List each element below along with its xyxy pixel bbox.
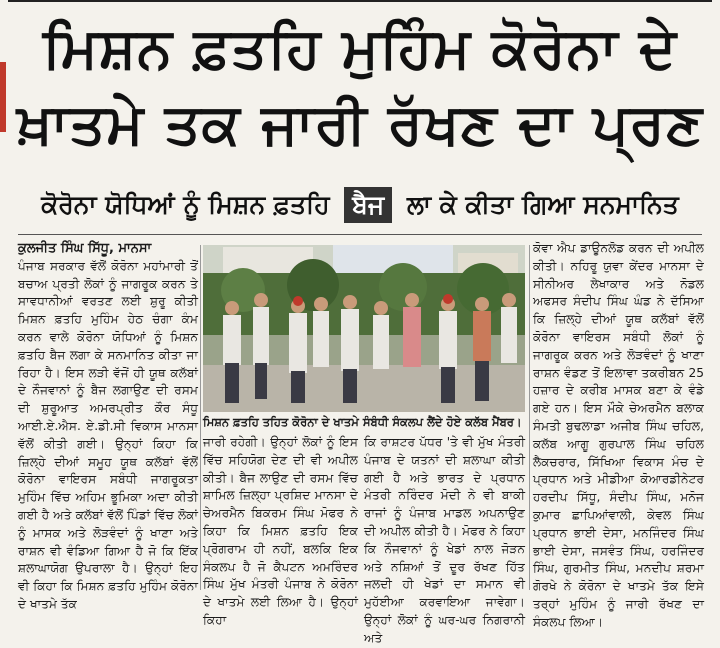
column-2-text: ਜਾਰੀ ਰਹੇਗੀ। ਉਨ੍ਹਾਂ ਲੋਕਾਂ ਨੂੰ ਇਸ ਵਿੱਚ ਸਹਿਯੋਗ ਦੇਣ ਦੀ ਵੀ ਅਪੀਲ ਕੀਤੀ। ਬੈਜ ਲਾਉਣ ਦੀ ਰਸਮ ਵਿੱਚ ਸ਼ਾਮਿਲ ਜ਼ਿਲ੍ਹਾ ਪ੍ਰਸ਼ਿਦ ਮਾਨਸਾ ਦੇ ਚੇਅਰਮੈਨ ਬਿਕਰਮ ਸਿੰਘ ਮੋਫਰ ਨੇ ਕਿਹਾ ਕਿ ਮਿਸ਼ਨ ਫ਼ਤਹਿ ਇਕ ਪ੍ਰੋਗਰਾਮ ਹੀ ਨਹੀਂ, ਬਲਕਿ ਇਕ ਸੰਕਲਪ ਹੈ ਜੋ ਕੈਪਟਨ ਅਮਰਿੰਦਰ ਸਿੰਘ ਮੁੱਖ ਮੰਤਰੀ ਪੰਜਾਬ ਨੇ ਕੋਰੋਨਾ ਦੇ ਖਾਤਮੇ ਲਈ ਲਿਆ ਹੈ। ਉਨ੍ਹਾਂ ਕਿਹਾ	[203, 435, 358, 627]
group-photo-illustration	[203, 245, 525, 412]
photo-caption: ਮਿਸ਼ਨ ਫ਼ਤਹਿ ਤਹਿਤ ਕੋਰੋਨਾ ਦੇ ਖਾਤਮੇ ਸੰਬੰਧੀ ਸੰਕਲਪ ਲੈਂਦੇ ਹੋਏ ਕਲੱਬ ਮੈਂਬਰ।	[203, 415, 522, 429]
top-border	[8, 0, 712, 8]
byline: ਕੁਲਜੀਤ ਸਿੰਘ ਸਿੱਧੂ, ਮਾਨਸਾ	[18, 241, 152, 256]
badge-word: ਬੈਜ	[344, 187, 392, 223]
column-1-text: ਪੰਜਾਬ ਸਰਕਾਰ ਵੱਲੋਂ ਕੋਰੋਨਾ ਮਹਾਂਮਾਰੀ ਤੋਂ ਬਚਾਅ ਪ੍ਰਤੀ ਲੋਕਾਂ ਨੂੰ ਜਾਗਰੂਕ ਕਰਨ ਤੇ ਸਾਵਧਾਨੀਆਂ ਵਰਤਣ ਲਈ ਸ਼ੁਰੂ ਕੀਤੀ ਮਿਸ਼ਨ ਫ਼ਤਹਿ ਮੁਹਿੰਮ ਹੇਠ ਚੰਗਾ ਕੰਮ ਕਰਨ ਵਾਲੇ ਕੋਰੋਨਾ ਯੋਧਿਆਂ ਨੂੰ ਮਿਸ਼ਨ ਫ਼ਤਹਿ ਬੈਜ ਲਗਾ ਕੇ ਸਨਮਾਨਿਤ ਕੀਤਾ ਜਾ ਰਿਹਾ ਹੈ। ਇਸ ਲੜੀ ਵੱਜੋਂ ਹੀ ਯੂਥ ਕਲੱਬਾਂ ਦੇ ਨੌਜਵਾਨਾਂ ਨੂੰ ਬੈਜ ਲਗਾਉਣ ਦੀ ਰਸਮ ਦੀ ਸ਼ੁਰੂਆਤ ਅਮਰਪ੍ਰੀਤ ਕੌਰ ਸੰਧੂ ਆਈ.ਏ.ਐਸ. ਏ.ਡੀ.ਸੀ ਵਿਕਾਸ ਮਾਨਸਾ ਵੱਲੋਂ ਕੀਤੀ ਗਈ। ਉਨ੍ਹਾਂ ਕਿਹਾ ਕਿ ਜ਼ਿਲ੍ਹੇ ਦੀਆਂ ਸਮੂਹ ਯੂਥ ਕਲੱਬਾਂ ਵੱਲੋਂ ਕੋਰੋਨਾ ਵਾਇਰਸ ਸਬੰਧੀ ਜਾਗਰੂਕਤਾ ਮੁਹਿੰਮ ਵਿੱਚ ਅਹਿਮ ਭੂਮਿਕਾ ਅਦਾ ਕੀਤੀ ਗਈ ਹੈ ਅਤੇ ਕਲੱਬਾਂ ਵੱਲੋਂ ਪਿੰਡਾਂ ਵਿੱਚ ਲੋਕਾਂ ਨੂੰ ਮਾਸਕ ਅਤੇ ਲੋੜਵੰਦਾਂ ਨੂੰ ਖਾਣਾ ਅਤੇ ਰਾਸ਼ਨ ਵੀ ਵੰਡਿਆ ਗਿਆ ਹੈ ਜੋ ਕਿ ਇੱਕ ਸ਼ਲਾਘਾਯੋਗ ਉਪਰਾਲਾ ਹੈ। ਉਨ੍ਹਾਂ ਇਹ ਵੀ ਕਿਹਾ ਕਿ ਮਿਸ਼ਨ ਫ਼ਤਹਿ ਮੁਹਿੰਮ ਕੋਰੋਨਾ ਦੇ ਖਾਤਮੇ ਤੱਕ	[18, 258, 198, 611]
subheadline-before: ਕੋਰੋਨਾ ਯੋਧਿਆਂ ਨੂੰ ਮਿਸ਼ਨ ਫ਼ਤਹਿ	[41, 190, 330, 219]
article-column-1	[18, 240, 198, 611]
article-column-4	[533, 240, 704, 629]
headline-line-2: ਖ਼ਾਤਮੇ ਤਕ ਜਾਰੀ ਰੱਖਣ ਦਾ ਪ੍ਰਣ	[16, 92, 704, 157]
header-rule	[18, 234, 702, 235]
subheadline-after: ਲਾ ਕੇ ਕੀਤਾ ਗਿਆ ਸਨਮਾਨਿਤ	[406, 190, 679, 219]
column-3-text: ਕਿ ਰਾਸ਼ਟਰ ਪੱਧਰ 'ਤੇ ਵੀ ਮੁੱਖ ਮੰਤਰੀ ਪੰਜਾਬ ਦੇ ਯਤਨਾਂ ਦੀ ਸ਼ਲਾਘਾ ਕੀਤੀ ਗਈ ਹੈ ਅਤੇ ਭਾਰਤ ਦੇ ਪ੍ਰਧਾਨ ਮੰਤਰੀ ਨਰਿੰਦਰ ਮੋਦੀ ਨੇ ਵੀ ਬਾਕੀ ਰਾਜਾਂ ਨੂੰ ਪੰਜਾਬ ਮਾਡਲ ਅਪਨਾਉਣ ਦੀ ਅਪੀਲ ਕੀਤੀ ਹੈ। ਮੋਫਰ ਨੇ ਕਿਹਾ ਕਿ ਨੌਜਵਾਨਾਂ ਨੂੰ ਖੇਡਾਂ ਨਾਲ ਜੋੜਨ ਅਤੇ ਨਸ਼ਿਆਂ ਤੋਂ ਦੂਰ ਰੱਖਣ ਹਿੱਤ ਜਲਦੀ ਹੀ ਖੇਡਾਂ ਦਾ ਸਮਾਨ ਵੀ ਮੁਹੱਈਆ ਕਰਵਾਇਆ ਜਾਵੇਗਾ। ਉਨ੍ਹਾਂ ਲੋਕਾਂ ਨੂੰ ਘਰ-ਘਰ ਨਿਗਰਾਨੀ ਅਤੇ	[364, 435, 525, 645]
subheadline	[0, 187, 720, 223]
column-4-text: ਕੋਵਾ ਐਪ ਡਾਊਨਲੋਡ ਕਰਨ ਦੀ ਅਪੀਲ ਕੀਤੀ। ਨਹਿਰੂ ਯੁਵਾ ਕੇਂਦਰ ਮਾਨਸਾ ਦੇ ਸੀਨੀਅਰ ਲੇਖਾਕਾਰ ਅਤੇ ਨੋਡਲ ਅਫਸਰ ਸੰਦੀਪ ਸਿੰਘ ਘੰਡ ਨੇ ਦੱਸਿਆ ਕਿ ਜ਼ਿਲ੍ਹੇ ਦੀਆਂ ਯੂਥ ਕਲੱਬਾਂ ਵੱਲੋਂ ਕੋਰੋਨਾ ਵਾਇਰਸ ਸਬੰਧੀ ਲੋਕਾਂ ਨੂੰ ਜਾਗਰੂਕ ਕਰਨ ਅਤੇ ਲੋੜਵੰਦਾਂ ਨੂੰ ਖਾਣਾ ਰਾਸ਼ਨ ਵੰਡਣ ਤੋਂ ਇਲਾਵਾ ਤਕਰੀਬਨ 25 ਹਜ਼ਾਰ ਦੇ ਕਰੀਬ ਮਾਸਕ ਬਣਾ ਕੇ ਵੰਡੇ ਗਏ ਹਨ। ਇਸ ਮੌਕੇ ਚੇਅਰਮੈਨ ਬਲਾਕ ਸੰਮਤੀ ਬੁਢਲਾਡਾ ਅਜੀਬ ਸਿੰਘ ਚਹਿਲ, ਕਲੱਬ ਆਗੂ ਗੁਰਪਾਲ ਸਿੰਘ ਚਹਿਲ ਲੈਕਚਰਾਰ, ਸਿੱਖਿਆ ਵਿਕਾਸ ਮੰਚ ਦੇ ਪ੍ਰਧਾਨ ਅਤੇ ਮੀਡੀਆ ਕੋਆਰਡੀਨੇਟਰ ਹਰਦੀਪ ਸਿੱਧੂ, ਸੰਦੀਪ ਸਿੰਘ, ਮਨੋਜ ਕੁਮਾਰ ਛਾਪਿਆਂਵਾਲੀ, ਕੇਵਲ ਸਿੰਘ ਪ੍ਰਧਾਨ ਭਾਈ ਦੇਸਾ, ਮਨਜਿੰਦਰ ਸਿੰਘ ਭਾਈ ਦੇਸਾ, ਜਸਵੰਤ ਸਿੰਘ, ਹਰਜਿੰਦਰ ਸਿੰਘ, ਗੁਰਮੀਤ ਸਿੰਘ, ਮਨਦੀਪ ਸ਼ਰਮਾ ਗੋਰਖੇ ਨੇ ਕੋਰੋਨਾ ਦੇ ਖਾਤਮੇ ਤੱਕ ਇਸੇ ਤਰ੍ਹਾਂ ਮੁਹਿੰਮ ਨੂੰ ਜਾਰੀ ਰੱਖਣ ਦਾ ਸੰਕਲਪ ਲਿਆ।	[533, 241, 704, 629]
column-divider-2	[529, 245, 530, 590]
article-column-3	[364, 434, 525, 645]
column-divider-1	[200, 245, 201, 590]
article-column-2	[203, 434, 358, 627]
news-photo	[203, 245, 525, 412]
headline-line-1: ਮਿਸ਼ਨ ਫ਼ਤਹਿ ਮੁਹਿੰਮ ਕੋਰੋਨਾ ਦੇ	[42, 16, 678, 81]
